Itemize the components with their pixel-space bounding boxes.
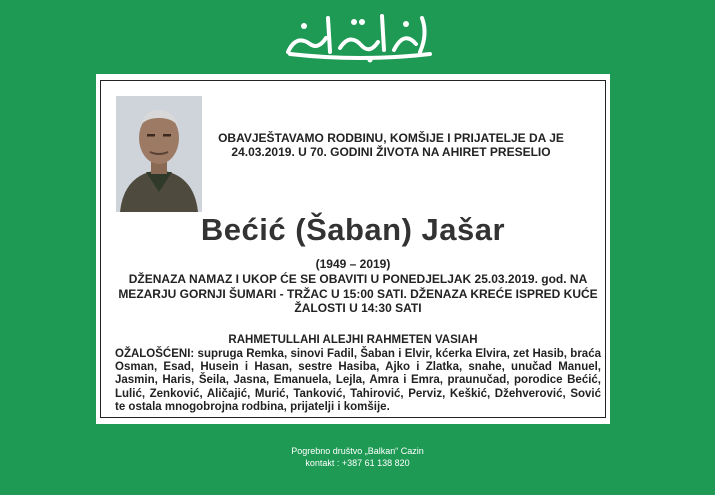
portrait-photo bbox=[116, 96, 202, 212]
funeral-details: DŽENAZA NAMAZ I UKOP ĆE SE OBAVITI U PONEDJELJAK 25.03.2019. god. NA MEZARJU GORNJI ŠUMARI - TRŽAC U 15:00 SATI. DŽENAZA KREĆE ISPRED KUĆE ŽALOSTI U 14:30 SATI bbox=[118, 272, 598, 315]
company-contact: kontakt : +387 61 138 820 bbox=[305, 458, 410, 468]
company-name: Pogrebno društvo „Balkan“ Cazin bbox=[291, 446, 424, 456]
announcement-text: OBAVJEŠTAVAMO RODBINU, KOMŠIJE I PRIJATELJE DA JE 24.03.2019. U 70. GODINI ŽIVOTA NA AHIRET PRESELIO bbox=[218, 131, 564, 159]
islamic-calligraphy-logo bbox=[270, 4, 450, 64]
obituary-card bbox=[96, 74, 610, 424]
life-years: (1949 – 2019) bbox=[315, 257, 391, 271]
funeral-company-footer bbox=[0, 445, 715, 469]
obituary-border bbox=[100, 80, 606, 418]
portrait-illustration bbox=[116, 96, 202, 212]
mourners-list: OŽALOŠĆENI: supruga Remka, sinovi Fadil, Šaban i Elvir, kćerka Elvira, zet Hasib, braća Osman, Esad, Husein i Hasan, sestre Hasiba, Ajko i Zlatka, snahe, unučad Manuel, Jasmin, Haris, Šeila, Jasna, Emanuela, Lejla, Amra i Emra, praunučad, porodice Bećić, Lulić, Zenković, Aličajić, Murić, Tanković, Tahirović, Perviz, Keškić, Džehverović, Sović te ostala mnogobrojna rodbina, prijatelji i komšije. bbox=[115, 348, 601, 413]
deceased-name: Bećić (Šaban) Jašar bbox=[200, 212, 506, 247]
prayer-line: RAHMETULLAHI ALEJHI RAHMETEN VASIAH bbox=[228, 334, 478, 346]
